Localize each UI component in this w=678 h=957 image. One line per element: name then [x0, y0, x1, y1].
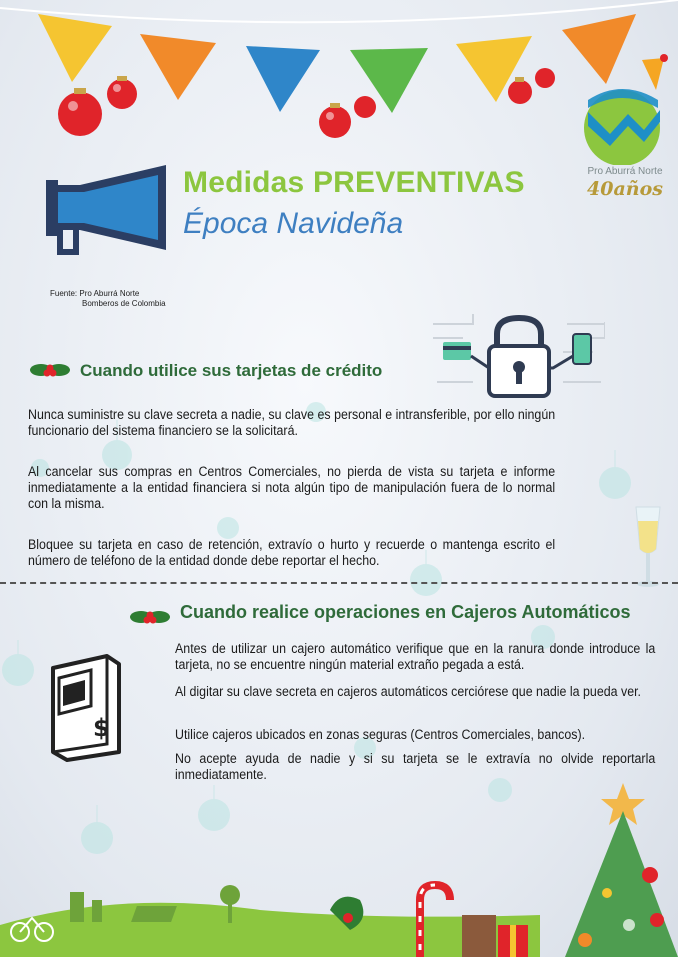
- svg-text:$: $: [93, 714, 110, 742]
- section-title-credit-cards: Cuando utilice sus tarjetas de crédito: [80, 361, 383, 380]
- credit-card-tip-1: Nunca suministre su clave secreta a nadie, su clave es personal e intransferible, por ello ningún funcionario del sistema financiero se la solicitará.: [28, 407, 556, 438]
- padlock-icon: [433, 312, 605, 404]
- section-title-atm: Cuando realice operaciones en Cajeros Automáticos: [180, 602, 631, 622]
- atm-tip-2: Al digitar su clave secreta en cajeros automáticos cerciórese que nadie la pueda ver.: [175, 684, 642, 699]
- logo-emblem: [580, 50, 670, 165]
- source-line-1: Fuente: Pro Aburrá Norte: [50, 289, 140, 298]
- holly-icon: [30, 358, 70, 382]
- logo: [580, 50, 670, 200]
- megaphone-icon: [40, 160, 175, 260]
- section-divider: [0, 582, 678, 584]
- page-subtitle: Época Navideña: [183, 207, 404, 240]
- atm-icon: [45, 648, 125, 763]
- footer-landscape: [0, 870, 540, 957]
- holly-icon: [130, 605, 170, 629]
- atm-tip-3: Utilice cajeros ubicados en zonas seguras (Centros Comerciales, bancos).: [175, 727, 586, 742]
- bunting-garland: [0, 0, 678, 145]
- source-line-2: Bomberos de Colombia: [82, 299, 166, 308]
- champagne-glass-icon: [628, 505, 668, 590]
- page-title: Medidas PREVENTIVAS: [183, 166, 525, 199]
- credit-card-tip-3: Bloquee su tarjeta en caso de retención, extravío o hurto y recuerde o mantenga escrito el número de teléfono de la entidad donde debe reportar el hecho.: [28, 537, 556, 568]
- source-note: [50, 289, 166, 309]
- logo-years: 40años: [587, 178, 663, 200]
- credit-card-tip-2: Al cancelar sus compras en Centros Comerciales, no pierda de vista su tarjeta e informe inmediatamente a la entidad financiera si nota algún tipo de manipulación fuera de lo normal con la misma.: [28, 464, 556, 511]
- logo-name: Pro Aburrá Norte: [587, 166, 663, 177]
- atm-tip-1: Antes de utilizar un cajero automático verifique que en la ranura donde introduce la tarjeta, no se encuentre ningún material extraño pegada a está.: [175, 641, 656, 672]
- atm-tip-4: No acepte ayuda de nadie y si su tarjeta se le extravía no olvide reportarla inmediatamente.: [175, 751, 656, 782]
- christmas-tree: [545, 775, 678, 957]
